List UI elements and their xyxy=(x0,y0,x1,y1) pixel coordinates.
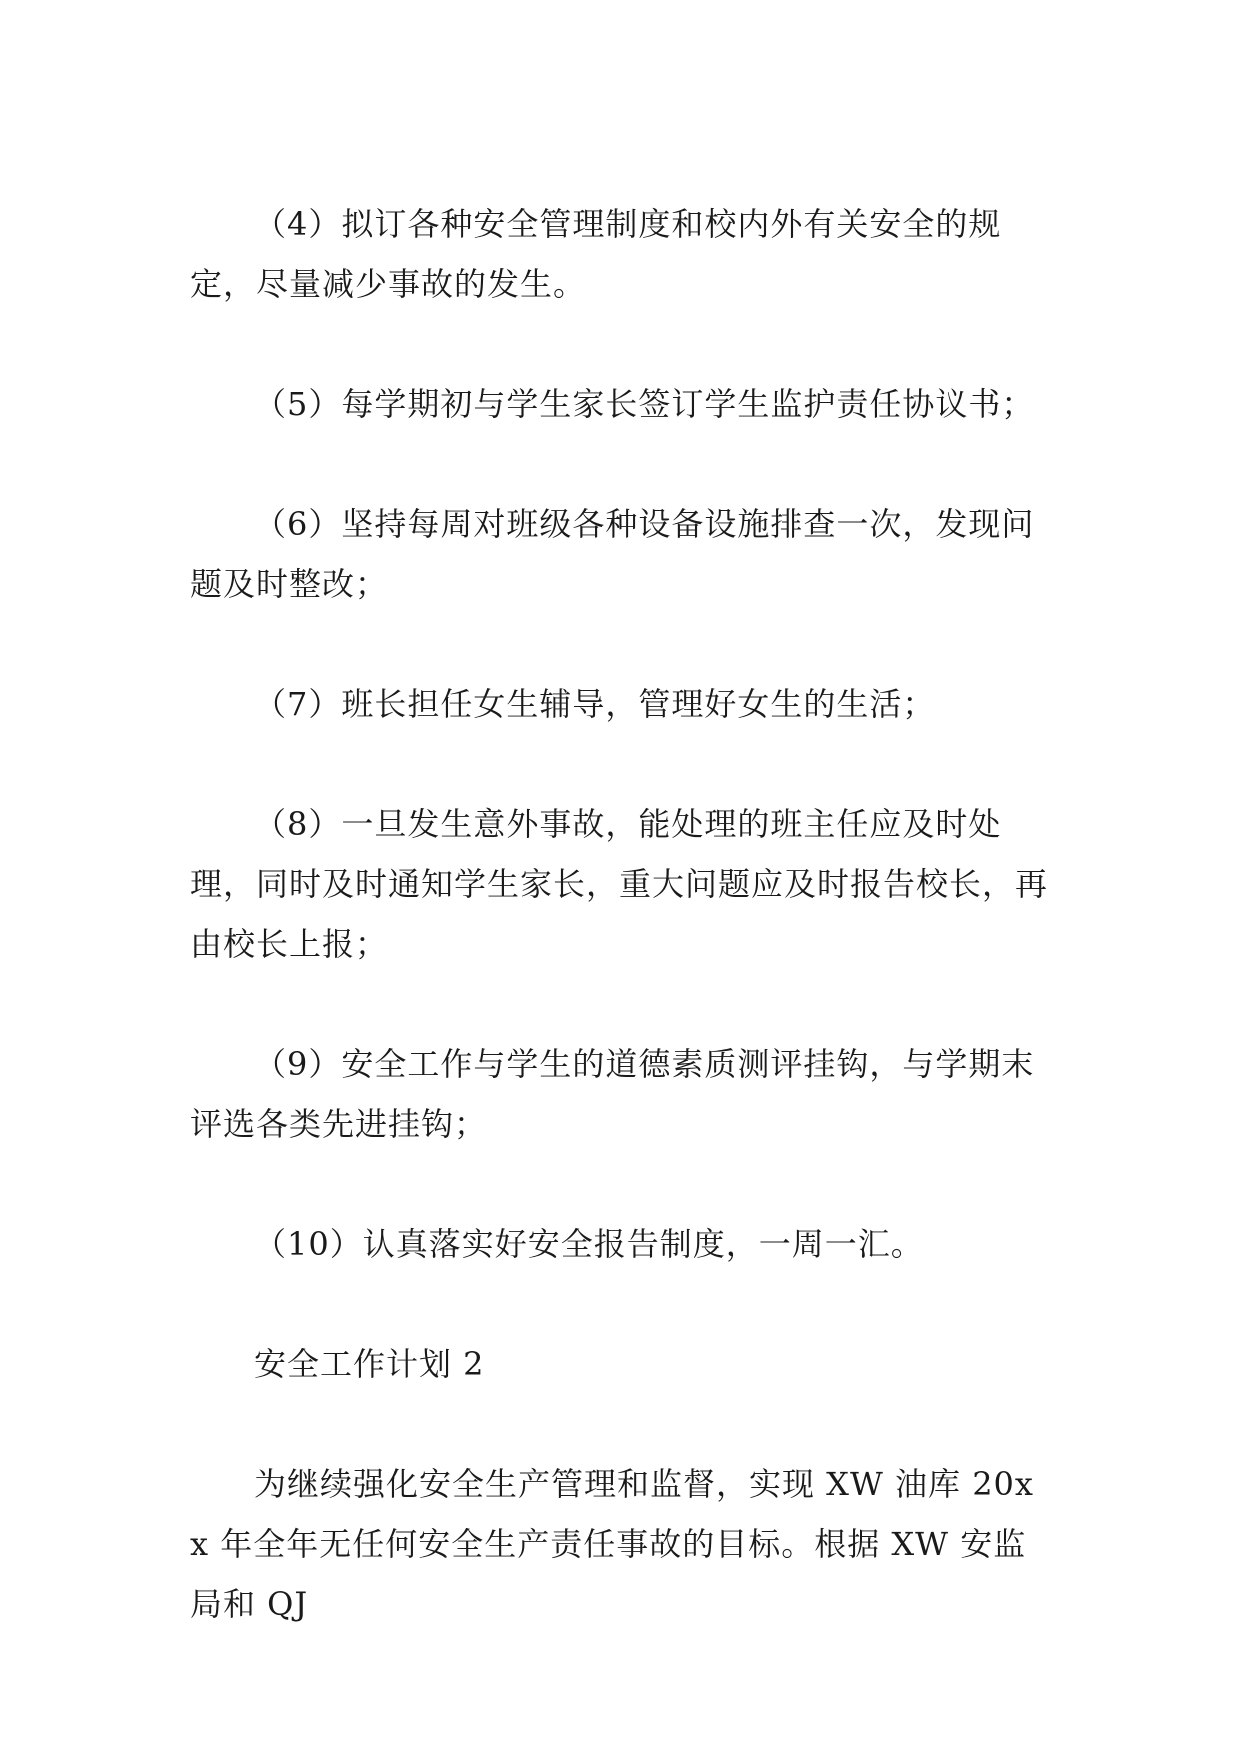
document-body xyxy=(190,194,1050,1634)
intro-paragraph: 为继续强化安全生产管理和监督，实现 XW 油库 20xx 年全年无任何安全生产责任事故的目标。根据 XW 安监局和 QJ xyxy=(190,1465,1034,1623)
paragraph-item-9: （9）安全工作与学生的道德素质测评挂钩，与学期末评选各类先进挂钩； xyxy=(190,1045,1035,1143)
paragraph-item-10: （10）认真落实好安全报告制度，一周一汇。 xyxy=(254,1225,924,1263)
paragraph-item-7: （7）班长担任女生辅导，管理好女生的生活； xyxy=(254,685,936,723)
section-heading: 安全工作计划 2 xyxy=(254,1345,485,1383)
paragraph-item-6: （6）坚持每周对班级各种设备设施排查一次，发现问题及时整改； xyxy=(190,505,1035,603)
paragraph-item-5: （5）每学期初与学生家长签订学生监护责任协议书； xyxy=(254,385,1035,423)
paragraph-item-4: （4）拟订各种安全管理制度和校内外有关安全的规定，尽量减少事故的发生。 xyxy=(190,205,1002,303)
paragraph-item-8: （8）一旦发生意外事故，能处理的班主任应及时处理，同时及时通知学生家长，重大问题应及时报告校长，再由校长上报； xyxy=(190,805,1049,963)
